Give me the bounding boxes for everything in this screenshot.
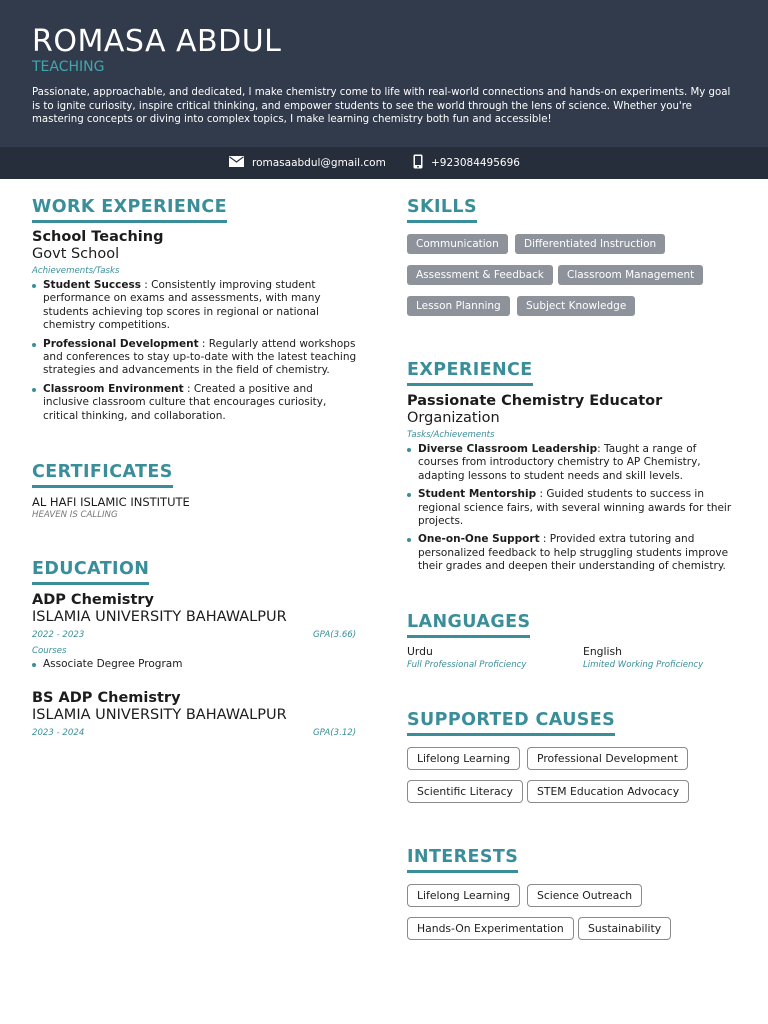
- education-dates: 2022 - 2023: [32, 630, 85, 640]
- skill-tag: Lesson Planning: [407, 296, 510, 316]
- skill-tag: Communication: [407, 234, 508, 254]
- skill-tag: Classroom Management: [558, 265, 703, 285]
- skills-heading: SKILLS: [407, 197, 477, 223]
- experience-bullet: Student Mentorship : Guided students to success in regional science fairs, with several winning awards for their projects.: [407, 488, 732, 528]
- experience-tasks-label: Tasks/Achievements: [407, 430, 495, 440]
- skill-tag: Assessment & Feedback: [407, 265, 553, 285]
- envelope-icon: [229, 156, 244, 170]
- education-courses-label: Courses: [32, 646, 67, 656]
- certificate-name: AL HAFI ISLAMIC INSTITUTE: [32, 495, 190, 509]
- language-name: Urdu: [407, 645, 433, 658]
- education-dates: 2023 - 2024: [32, 728, 85, 738]
- cause-tag: Scientific Literacy: [407, 780, 523, 803]
- certificates-heading: CERTIFICATES: [32, 462, 173, 488]
- cause-tag: Professional Development: [527, 747, 688, 770]
- interests-heading: INTERESTS: [407, 847, 518, 873]
- work-bullet: Professional Development : Regularly attend workshops and conferences to stay up-to-date with the latest teaching strategies and advancements in the field of chemistry.: [32, 338, 362, 378]
- work-achievements-label: Achievements/Tasks: [32, 266, 120, 276]
- education-degree: ADP Chemistry: [32, 592, 154, 608]
- work-organization: Govt School: [32, 246, 120, 262]
- education-school: ISLAMIA UNIVERSITY BAHAWALPUR: [32, 609, 287, 625]
- certificate-description: HEAVEN IS CALLING: [32, 510, 118, 520]
- work-bullet: Classroom Environment : Created a positive and inclusive classroom culture that encourages curiosity, critical thinking, and collaboration.: [32, 383, 362, 423]
- education-gpa: GPA(3.12): [313, 728, 357, 738]
- interest-tag: Sustainability: [578, 917, 671, 940]
- interest-tag: Lifelong Learning: [407, 884, 520, 907]
- contact-bar: [0, 147, 768, 179]
- candidate-name: ROMASA ABDUL: [32, 24, 282, 59]
- work-bullet: Student Success : Consistently improving student performance on exams and assessments, with many students achieving top scores in regional or national chemistry competitions.: [32, 279, 362, 333]
- experience-job-title: Passionate Chemistry Educator: [407, 393, 663, 409]
- experience-bullet: Diverse Classroom Leadership: Taught a range of courses from introductory chemistry to AP Chemistry, adapting lessons to student needs and skill levels.: [407, 443, 732, 483]
- interest-tag: Hands-On Experimentation: [407, 917, 574, 940]
- education-heading: EDUCATION: [32, 559, 149, 585]
- languages-heading: LANGUAGES: [407, 612, 530, 638]
- work-job-title: School Teaching: [32, 229, 164, 245]
- candidate-role: TEACHING: [32, 59, 105, 75]
- experience-bullet-list: [407, 443, 732, 579]
- education-degree: BS ADP Chemistry: [32, 690, 181, 706]
- experience-heading: EXPERIENCE: [407, 360, 533, 386]
- education-school: ISLAMIA UNIVERSITY BAHAWALPUR: [32, 707, 287, 723]
- education-courses-list: [32, 658, 362, 676]
- cause-tag: STEM Education Advocacy: [527, 780, 689, 803]
- phone-contact[interactable]: [413, 147, 520, 179]
- experience-bullet: One-on-One Support : Provided extra tutoring and personalized feedback to help struggling students improve their grades and deepen their understanding of chemistry.: [407, 533, 732, 573]
- email-contact[interactable]: [229, 147, 386, 179]
- work-bullet-list: [32, 279, 362, 428]
- education-gpa: GPA(3.66): [313, 630, 357, 640]
- work-experience-heading: WORK EXPERIENCE: [32, 197, 227, 223]
- experience-organization: Organization: [407, 410, 500, 426]
- language-level: Full Professional Proficiency: [407, 660, 527, 670]
- language-level: Limited Working Proficiency: [583, 660, 704, 670]
- profile-summary: Passionate, approachable, and dedicated, I make chemistry come to life with real-world connections and hands-on experiments. My goal is to ignite curiosity, inspire critical thinking, and empower students to see the world through the lens of science. Whether you're mastering concepts or diving into complex topics, I make learning chemistry both fun and accessible!: [32, 87, 731, 125]
- supported-causes-heading: SUPPORTED CAUSES: [407, 710, 615, 736]
- skill-tag: Differentiated Instruction: [515, 234, 665, 254]
- language-name: English: [583, 645, 622, 658]
- mobile-phone-icon: [413, 154, 423, 172]
- resume-header: [0, 0, 768, 147]
- phone-text[interactable]: +923084495696: [431, 157, 520, 169]
- interest-tag: Science Outreach: [527, 884, 642, 907]
- cause-tag: Lifelong Learning: [407, 747, 520, 770]
- course-item: Associate Degree Program: [32, 658, 362, 671]
- skill-tag: Subject Knowledge: [517, 296, 635, 316]
- email-text[interactable]: romasaabdul@gmail.com: [252, 157, 386, 169]
